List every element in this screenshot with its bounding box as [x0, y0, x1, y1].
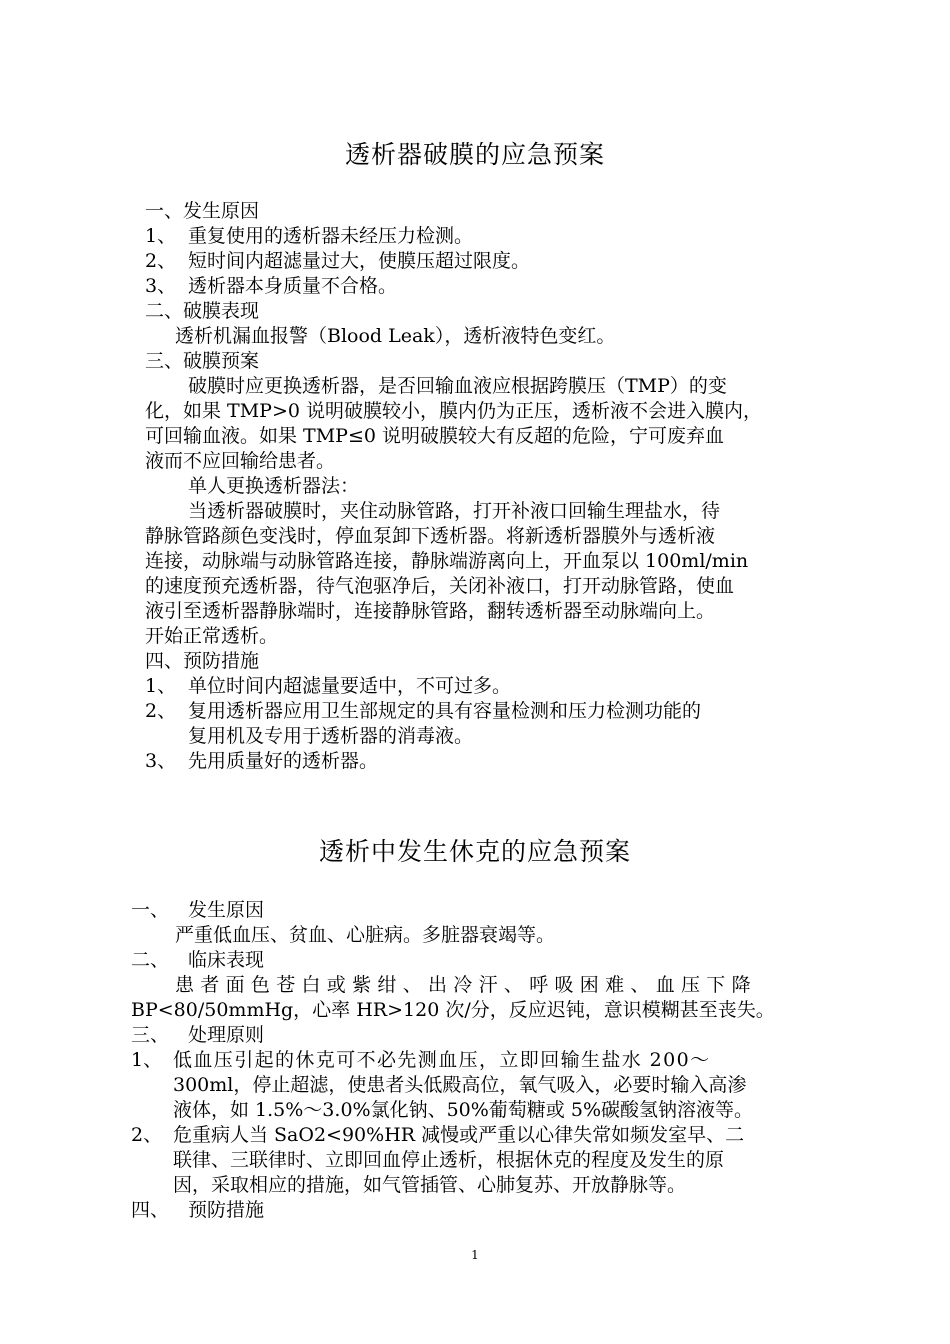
doc1-s3-para2-line6: 开始正常透析。	[145, 625, 279, 647]
doc1-s1-item2-num: 2、	[145, 250, 177, 272]
doc2-section2-heading: 临床表现	[188, 949, 265, 971]
doc2-s3-item1-line2: 300ml，停止超滤，使患者头低殿高位，氧气吸入，必要时输入高渗	[173, 1074, 747, 1096]
doc2-title: 透析中发生休克的应急预案	[318, 837, 631, 866]
doc1-s4-item2-line2: 复用机及专用于透析器的消毒液。	[188, 725, 474, 747]
doc1-s1-item3-num: 3、	[145, 275, 177, 297]
doc2-s2-line2: BP<80/50mmHg，心率 HR>120 次/分，反应迟钝，意识模糊甚至丧失。	[131, 999, 775, 1021]
doc2-s2-line1: 患者面色苍白或紫绀、出冷汗、呼吸困难、血压下降	[175, 974, 757, 996]
doc2-s3-item2-line2: 联律、三联律时、立即回血停止透析，根据休克的程度及发生的原	[173, 1149, 725, 1171]
doc1-s4-item1-num: 1、	[145, 675, 177, 697]
doc1-s3-para1-line1: 破膜时应更换透析器，是否回输血液应根据跨膜压（TMP）的变	[188, 375, 727, 397]
doc1-s3-para2-line5: 液引至透析器静脉端时，连接静脉管路，翻转透析器至动脉端向上。	[145, 600, 716, 622]
doc1-section3-heading: 三、破膜预案	[145, 350, 260, 372]
doc2-s4-num: 四、	[131, 1199, 170, 1221]
doc1-s3-para1-line3: 可回输血液。如果 TMP≤0 说明破膜较大有反超的危险，宁可废弃血	[145, 425, 725, 447]
doc1-section2-text: 透析机漏血报警（Blood Leak），透析液特色变红。	[175, 325, 616, 347]
doc1-title: 透析器破膜的应急预案	[344, 140, 605, 169]
doc2-section1-heading: 发生原因	[188, 899, 265, 921]
doc2-section3-heading: 处理原则	[188, 1024, 265, 1046]
doc2-s3-num: 三、	[131, 1024, 170, 1046]
doc1-s4-item1-line1: 单位时间内超滤量要适中，不可过多。	[188, 675, 512, 697]
doc1-s3-para2-line2: 静脉管路颜色变浅时，停血泵卸下透析器。将新透析器膜外与透析液	[145, 525, 716, 547]
doc1-s4-item2-line1: 复用透析器应用卫生部规定的具有容量检测和压力检测功能的	[188, 700, 702, 722]
doc1-s1-item1-text: 重复使用的透析器未经压力检测。	[188, 225, 474, 247]
doc1-s4-item3-num: 3、	[145, 750, 177, 772]
doc1-s3-para1-line2: 化，如果 TMP>0 说明破膜较小，膜内仍为正压，透析液不会进入膜内，	[145, 400, 763, 422]
doc1-section4-heading: 四、预防措施	[145, 650, 260, 672]
doc2-s2-num: 二、	[131, 949, 170, 971]
doc1-s3-subheading: 单人更换透析器法：	[188, 475, 360, 497]
doc2-s3-item2-line3: 因，采取相应的措施，如气管插管、心肺复苏、开放静脉等。	[173, 1174, 687, 1196]
doc1-s3-para2-line4: 的速度预充透析器，待气泡驱净后，关闭补液口，打开动脉管路，使血	[145, 575, 735, 597]
doc1-s4-item3-line1: 先用质量好的透析器。	[188, 750, 379, 772]
doc1-section2-heading: 二、破膜表现	[145, 300, 260, 322]
doc2-section1-text: 严重低血压、贫血、心脏病。多脏器衰竭等。	[175, 924, 556, 946]
doc2-s1-num: 一、	[131, 899, 170, 921]
doc2-s3-item1-line1: 低血压引起的休克可不必先测血压，立即回输生盐水 200～	[173, 1049, 711, 1071]
doc2-s3-item1-line3: 液体，如 1.5%～3.0%氯化钠、50%葡萄糖或 5%碳酸氢钠溶液等。	[173, 1099, 753, 1121]
doc2-s3-item1-num: 1、	[131, 1049, 163, 1071]
page-number: 1	[471, 1248, 479, 1262]
doc1-s4-item2-num: 2、	[145, 700, 177, 722]
doc2-s3-item2-line1: 危重病人当 SaO2<90%HR 减慢或严重以心律失常如频发室早、二	[173, 1124, 745, 1146]
doc1-s3-para2-line3: 连接，动脉端与动脉管路连接，静脉端游离向上，开血泵以 100ml/min	[145, 550, 749, 572]
doc1-s3-para2-line1: 当透析器破膜时，夹住动脉管路，打开补液口回输生理盐水，待	[188, 500, 721, 522]
doc1-s1-item3-text: 透析器本身质量不合格。	[188, 275, 398, 297]
doc1-s1-item1-num: 1、	[145, 225, 177, 247]
doc1-s1-item2-text: 短时间内超滤量过大，使膜压超过限度。	[188, 250, 531, 272]
doc2-s3-item2-num: 2、	[131, 1124, 163, 1146]
doc1-section1-heading: 一、发生原因	[145, 200, 260, 222]
doc1-s3-para1-line4: 液而不应回输给患者。	[145, 450, 336, 472]
doc2-section4-heading: 预防措施	[188, 1199, 265, 1221]
